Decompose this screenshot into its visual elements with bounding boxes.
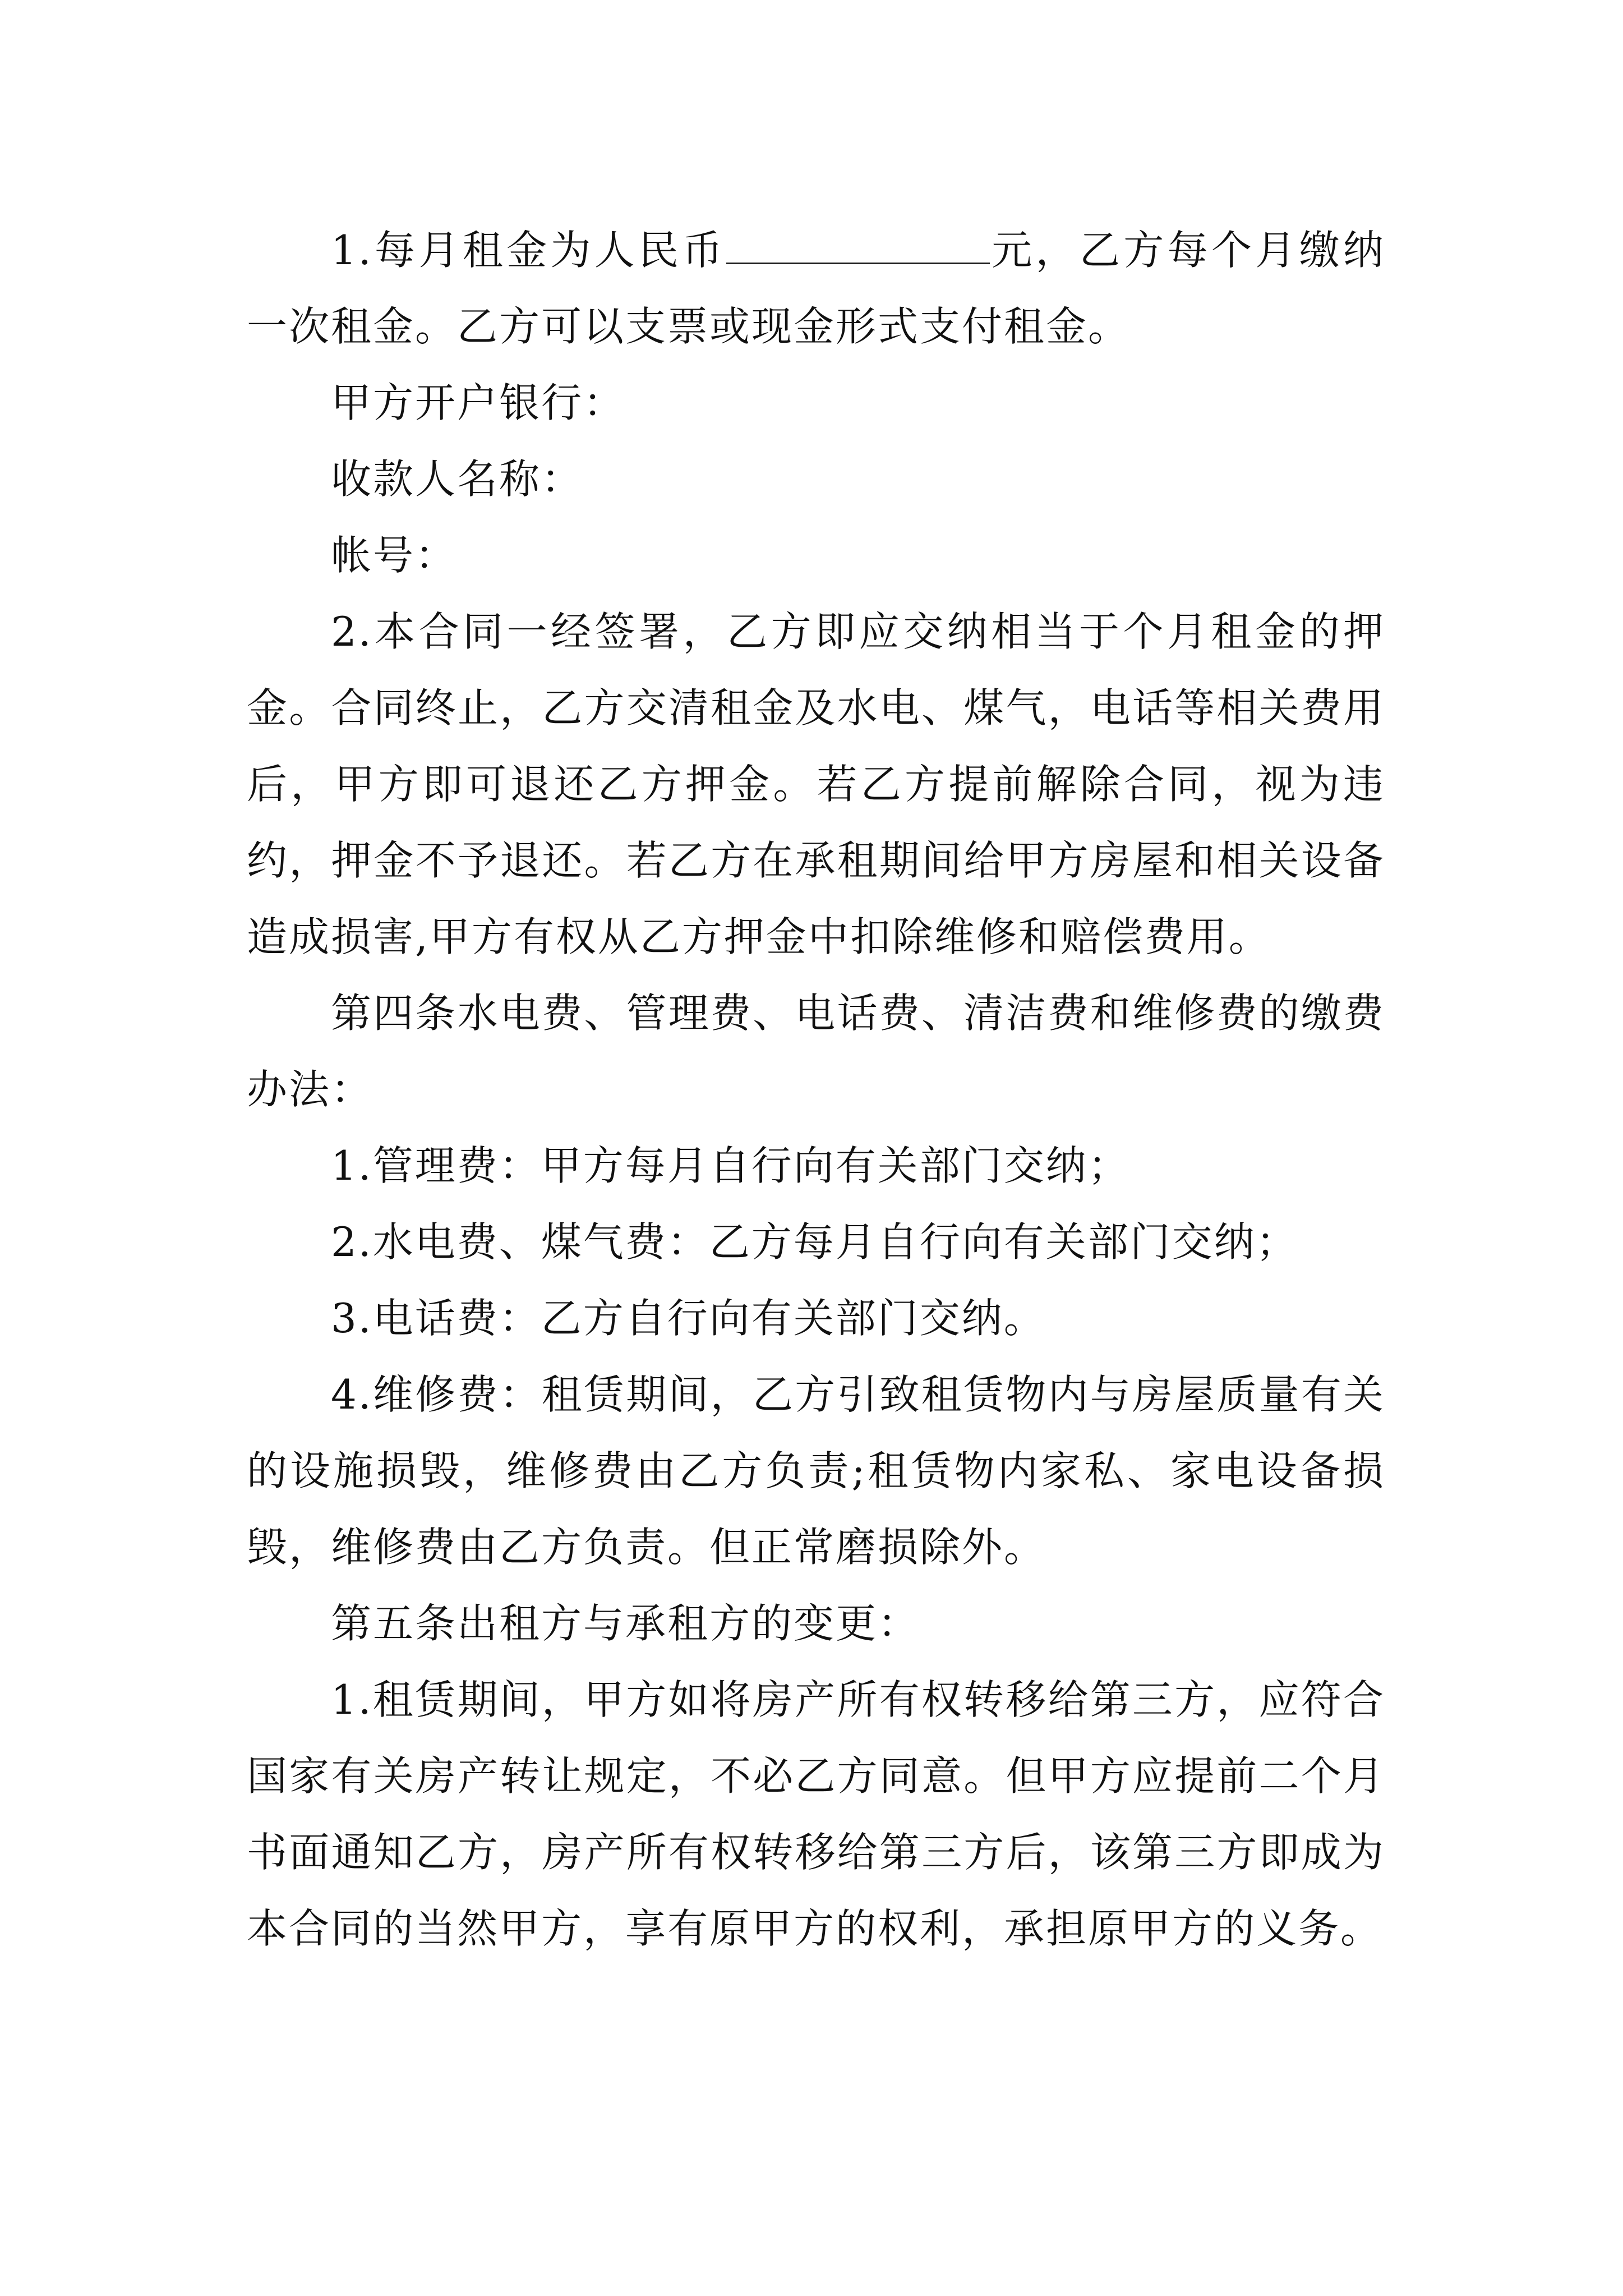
rent-amount-tail: 元，乙方每个月缴纳一次租金。乙方可以支票或现金形式支付租金。 [247,227,1385,350]
paragraph-repair-fee: 4.维修费：租赁期间，乙方引致租赁物内与房屋质量有关的设施损毁，维修费由乙方负责;租赁物内家私、家电设备损毁，维修费由乙方负责。但正常磨损除外。 [247,1371,1385,1571]
paragraph-phone-fee: 3.电话费：乙方自行向有关部门交纳。 [331,1295,1046,1342]
paragraph-utility-fee: 2.水电费、煤气费：乙方每月自行向有关部门交纳； [331,1218,1298,1266]
paragraph-account: 帐号： [331,532,458,579]
rent-amount-blank [726,229,990,264]
paragraph-bank: 甲方开户银行： [331,379,626,426]
paragraph-ownership-transfer: 1.租赁期间，甲方如将房产所有权转移给第三方，应符合国家有关房产转让规定，不必乙方同意。但甲方应提前二个月书面通知乙方，房产所有权转移给第三方后，该第三方即成为本合同的当然甲方，享有原甲方的权利，承担原甲方的义务。 [247,1676,1385,1952]
paragraph-rent-amount [247,212,1385,365]
paragraph-deposit: 2.本合同一经签署，乙方即应交纳相当于个月租金的押金。合同终止，乙方交清租金及水电、煤气，电话等相关费用后，甲方即可退还乙方押金。若乙方提前解除合同，视为违约，押金不予退还。若乙方在承租期间给甲方房屋和相关设备造成损害,甲方有权从乙方押金中扣除维修和赔偿费用。 [247,608,1385,960]
paragraph-article-4-title: 第四条水电费、管理费、电话费、清洁费和维修费的缴费办法： [247,990,1385,1113]
paragraph-article-5-title: 第五条出租方与承租方的变更： [331,1600,920,1647]
rent-amount-label: 1.每月租金为人民币 [331,227,726,274]
paragraph-payee: 收款人名称： [331,455,584,503]
paragraph-management-fee: 1.管理费：甲方每月自行向有关部门交纳； [331,1142,1130,1189]
document-body [247,212,1385,1967]
